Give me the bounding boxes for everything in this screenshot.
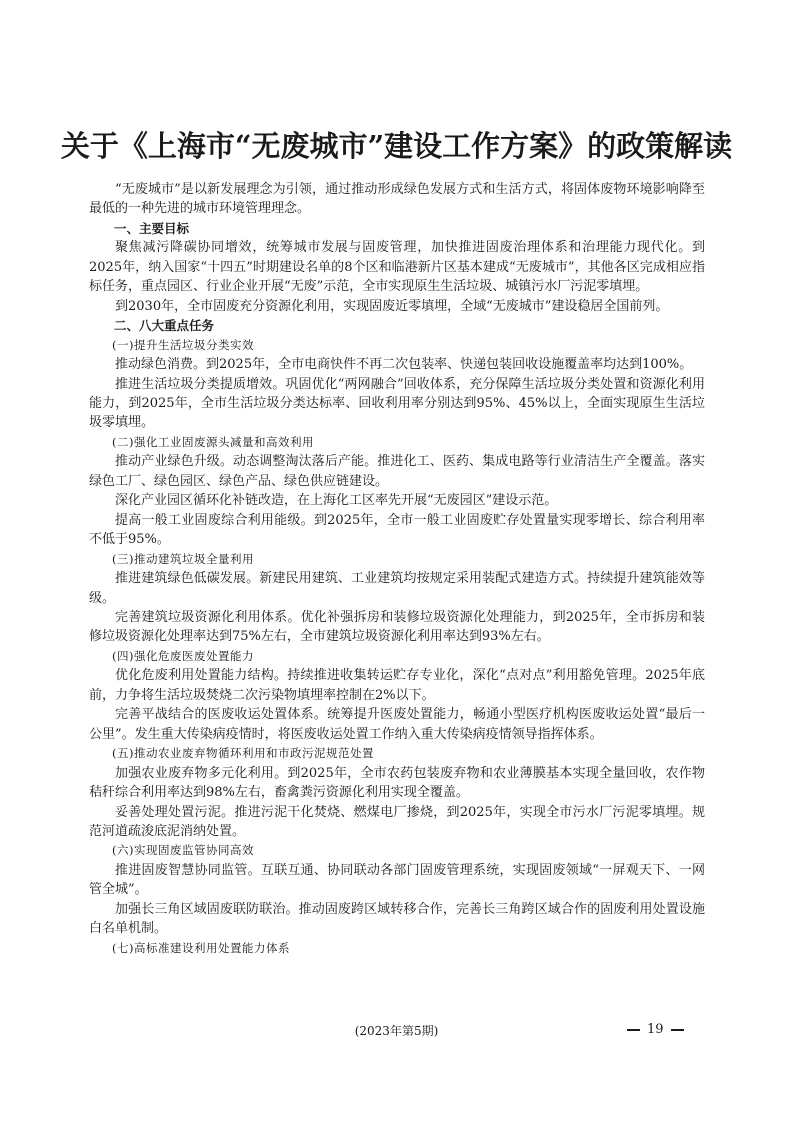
issue-label: (2023年第5期) xyxy=(354,1024,439,1038)
paragraph: 提高一般工业固废综合利用能级。到2025年，全市一般工业固废贮存处置量实现零增长、综合利用率不低于95%。 xyxy=(89,512,705,548)
paragraph: 推进生活垃圾分类提质增效。巩固优化“两网融合”回收体系，充分保障生活垃圾分类处置和资源化利用能力，到2025年，全市生活垃圾分类达标率、回收利用率分别达到95%、45%以上，全面实现原生生活垃圾零填埋。 xyxy=(89,376,705,431)
subsection-heading: (五)推动农业废弃物循环利用和市政污泥规范处置 xyxy=(112,746,374,761)
paragraph: “无废城市”是以新发展理念为引领，通过推动形成绿色发展方式和生活方式，将固体废物环境影响降至最低的一种先进的城市环境管理理念。 xyxy=(89,182,705,217)
subsection-heading: (二)强化工业固废源头减量和高效利用 xyxy=(112,434,314,449)
paragraph: 推进固废智慧协同监管。互联互通、协同联动各部门固废管理系统，实现固废领域“一屏观天下、一网管全城”。 xyxy=(89,862,705,898)
paragraph: 优化危废利用处置能力结构。持续推进收集转运贮存专业化，深化“点对点”利用豁免管理。2025年底前，力争将生活垃圾焚烧二次污染物填埋率控制在2%以下。 xyxy=(89,668,705,703)
dash-right xyxy=(671,1029,684,1031)
paragraph: 推动产业绿色升级。动态调整淘汰落后产能。推进化工、医药、集成电路等行业清洁生产全覆盖。落实绿色工厂、绿色园区、绿色产品、绿色供应链建设。 xyxy=(89,454,705,489)
paragraph: 到2030年，全市固废充分资源化利用，实现固废近零填埋，全域“无废城市”建设稳居全国前列。 xyxy=(115,298,669,314)
paragraph: 聚焦减污降碳协同增效，统筹城市发展与固废管理，加快推进固废治理体系和治理能力现代化。到2025年，纳入国家“十四五”时期建设名单的8个区和临港新片区基本建成“无废城市”，其他各区完成相应指标任务，重点园区、行业企业开展“无废”示范，全市实现原生生活垃圾、城镇污水厂污泥零填埋。 xyxy=(89,240,705,295)
section-heading: 二、八大重点任务 xyxy=(114,318,215,334)
page-title: 关于《上海市“无废城市”建设工作方案》的政策解读 xyxy=(60,129,733,163)
article-body xyxy=(89,180,705,958)
paragraph: 完善建筑垃圾资源化利用体系。优化补强拆房和装修垃圾资源化处理能力，到2025年，全市拆房和装修垃圾资源化处理率达到75%左右，全市建筑垃圾资源化利用率达到93%左右。 xyxy=(89,609,705,645)
subsection-heading: (六)实现固废监管协同高效 xyxy=(112,843,254,858)
page-number-text: 19 xyxy=(647,1022,664,1037)
paragraph: 推进建筑绿色低碳发展。新建民用建筑、工业建筑均按规定采用装配式建造方式。持续提升建筑能效等级。 xyxy=(89,571,705,606)
paragraph: 推动绿色消费。到2025年，全市电商快件不再二次包装率、快递包装回收设施覆盖率均达到100%。 xyxy=(115,357,693,373)
paragraph: 妥善处理处置污泥。推进污泥干化焚烧、燃煤电厂掺烧，到2025年，实现全市污水厂污泥零填埋。规范河道疏浚底泥消纳处置。 xyxy=(89,804,705,839)
paragraph: 完善平战结合的医废收运处置体系。统筹提升医废处置能力，畅通小型医疗机构医废收运处置“最后一公里”。发生重大传染病疫情时，将医废收运处置工作纳入重大传染病疫情领导指挥体系。 xyxy=(89,707,705,742)
subsection-heading: (一)提升生活垃圾分类实效 xyxy=(112,337,254,352)
page-number xyxy=(620,1022,710,1037)
paragraph: 加强农业废弃物多元化利用。到2025年，全市农药包装废弃物和农业薄膜基本实现全量回收，农作物秸秆综合利用率达到98%左右，畜禽粪污资源化利用实现全覆盖。 xyxy=(89,765,705,801)
subsection-heading: (三)推动建筑垃圾全量利用 xyxy=(112,551,254,566)
subsection-heading: (四)强化危废医废处置能力 xyxy=(112,648,254,663)
subsection-heading: (七)高标准建设利用处置能力体系 xyxy=(112,940,290,955)
paragraph: 深化产业园区循环化补链改造，在上海化工区率先开展“无废园区”建设示范。 xyxy=(115,493,558,509)
paragraph: 加强长三角区域固废联防联治。推动固废跨区域转移合作，完善长三角跨区域合作的固废利用处置设施白名单机制。 xyxy=(89,901,705,937)
section-heading: 一、主要目标 xyxy=(114,220,190,236)
dash-left xyxy=(627,1029,640,1031)
